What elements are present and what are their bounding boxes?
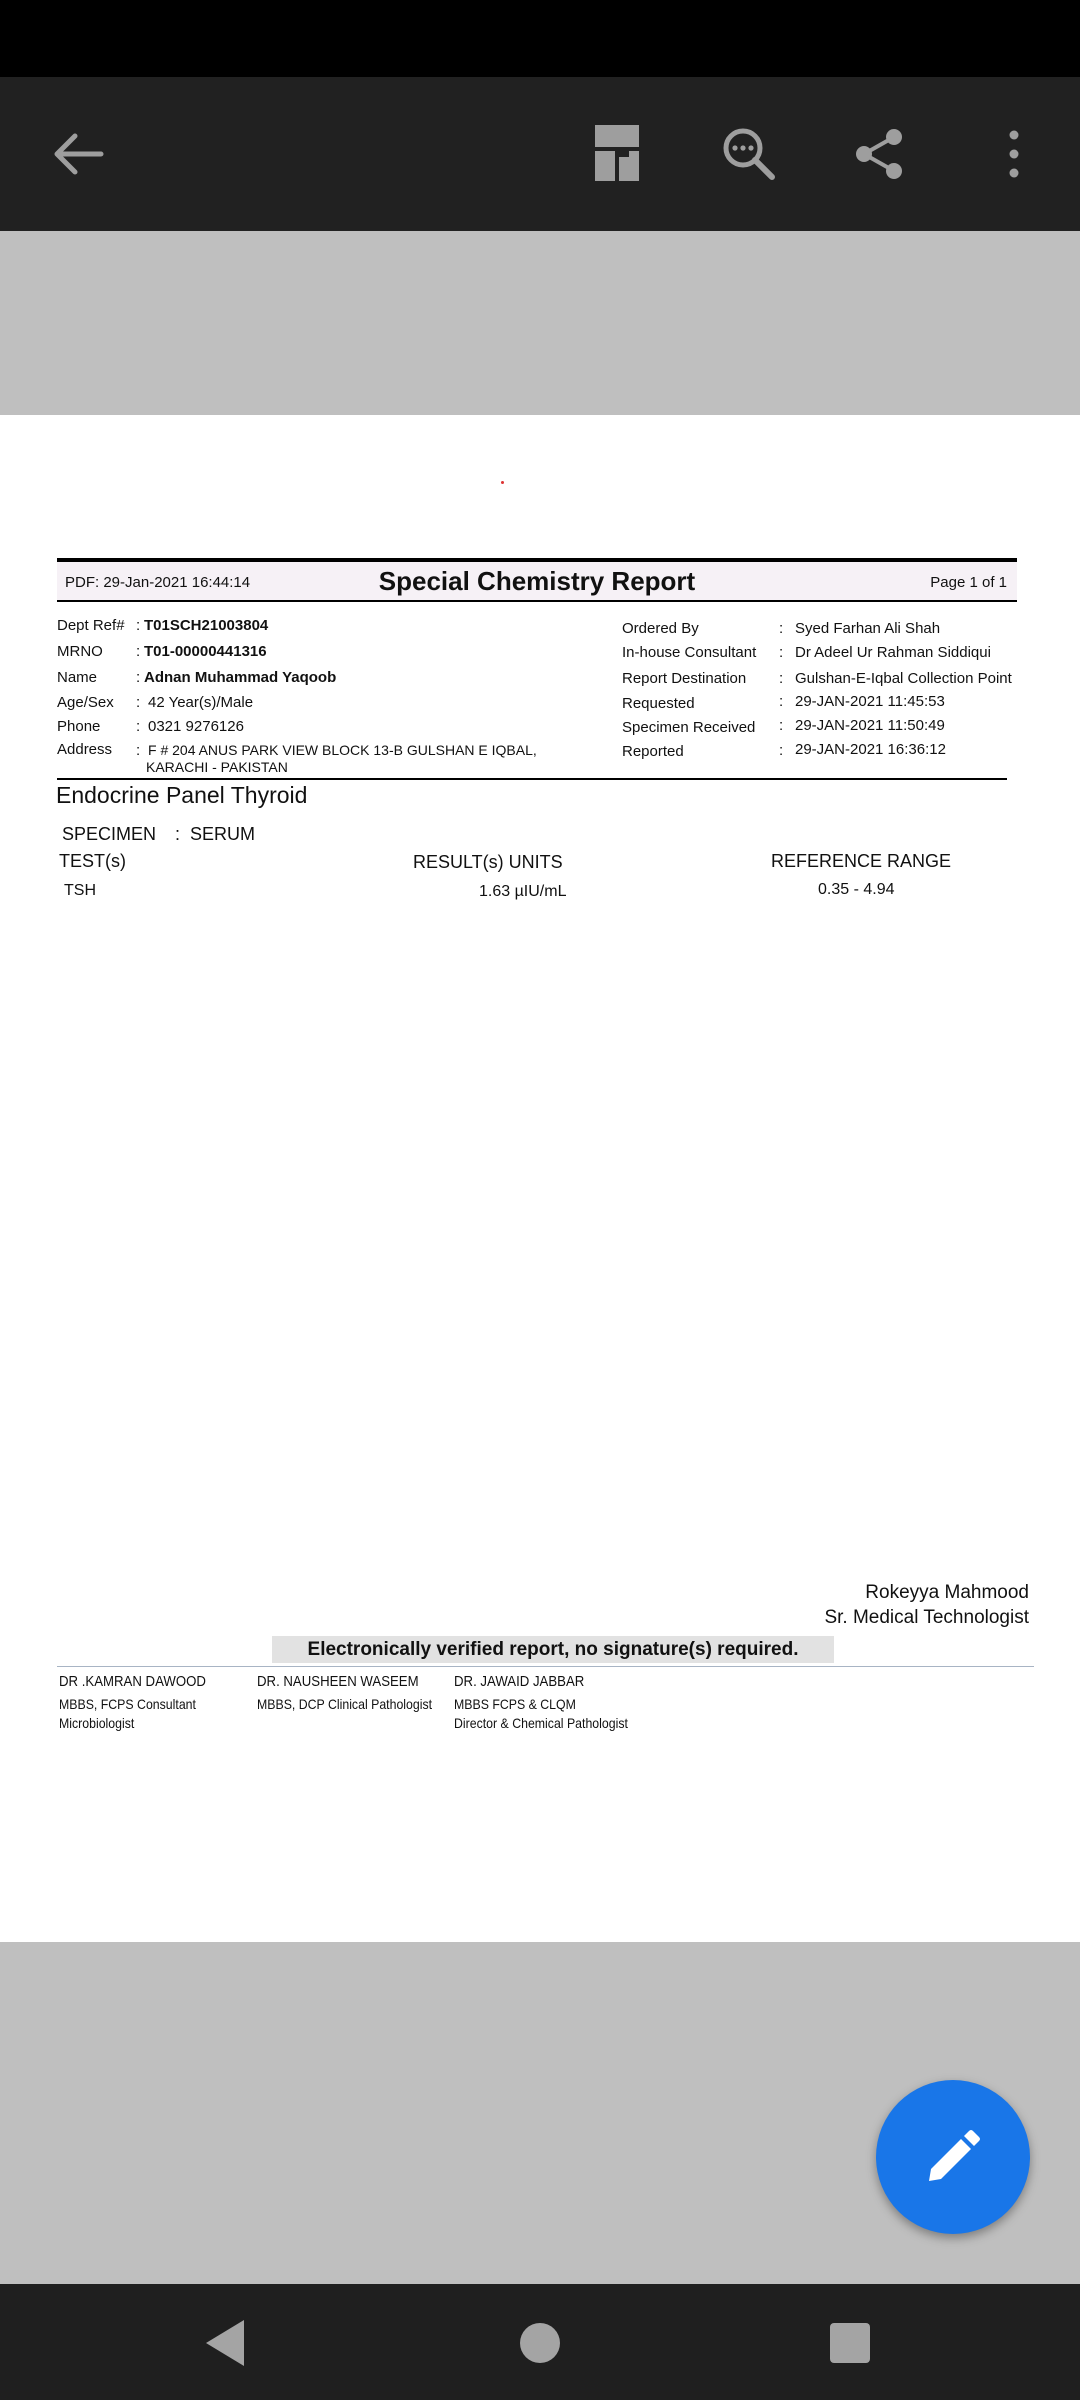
phone-label: Phone [57,718,101,735]
colon: : [779,644,784,661]
pdf-date: PDF: 29-Jan-2021 16:44:14 [65,574,251,591]
ordered-by-value: Syed Farhan Ali Shah [795,620,941,637]
doctor-name: DR. NAUSHEEN WASEEM [257,1673,419,1690]
back-button[interactable] [30,107,124,201]
panel-title: Endocrine Panel Thyroid [56,782,308,808]
more-options-button[interactable] [967,107,1061,201]
age-sex-label: Age/Sex [57,694,114,711]
result-value: 1.63 µIU/mL [479,883,567,900]
mrno-label: MRNO [57,643,103,660]
edit-fab-button[interactable] [876,2080,1030,2234]
doctor-role: Director & Chemical Pathologist [454,1715,628,1731]
doctor-role: Microbiologist [59,1715,135,1731]
footer-divider [57,1666,1034,1667]
nav-back-icon [202,2318,248,2368]
nav-home-button[interactable] [505,2308,575,2378]
colon: : [136,718,141,735]
specimen-label: SPECIMEN [62,824,157,844]
nav-recents-icon [829,2322,871,2364]
verified-note: Electronically verified report, no signature(s) required. [272,1636,834,1663]
phone-value: 0321 9276126 [148,718,244,735]
specimen-value: SERUM [190,824,256,844]
colon: : [136,694,141,711]
colon: : [779,742,784,759]
top-toolbar [0,77,1080,231]
doctor-qualification: MBBS, DCP Clinical Pathologist [257,1696,433,1712]
doctor-name: DR .KAMRAN DAWOOD [59,1673,206,1690]
consultant-label: In-house Consultant [622,644,757,661]
pdf-page [0,415,1080,1942]
page-layout-button[interactable] [571,107,665,201]
page-layout-icon [595,125,641,183]
age-sex-value: 42 Year(s)/Male [148,694,254,711]
colon: : [175,824,181,844]
signatory-title: Sr. Medical Technologist [824,1607,1029,1628]
doctor-2 [257,1672,432,1714]
address-label: Address [57,741,113,758]
consultant-value: Dr Adeel Ur Rahman Siddiqui [795,644,991,661]
reported-value: 29-JAN-2021 16:36:12 [795,741,946,758]
page-info: Page 1 of 1 [930,574,1007,591]
signatory-name: Rokeyya Mahmood [865,1582,1029,1603]
colon: : [136,617,141,634]
system-navigation-bar [0,2284,1080,2400]
mrno-value: T01-00000441316 [144,643,267,660]
reported-label: Reported [622,743,684,760]
dept-ref-value: T01SCH21003804 [144,617,269,634]
report-destination-label: Report Destination [622,670,747,687]
colon: : [779,670,784,687]
specimen-received-label: Specimen Received [622,719,756,736]
colon: : [136,669,141,686]
requested-label: Requested [622,695,695,712]
red-dot-mark [501,481,504,484]
search-icon [721,126,777,182]
ordered-by-label: Ordered By [622,620,699,637]
colon: : [136,643,141,660]
arrow-left-icon [49,132,105,176]
search-button[interactable] [702,107,796,201]
address-value: F # 204 ANUS PARK VIEW BLOCK 13-B GULSHAN E IQBAL, [148,742,537,758]
colon: : [779,717,784,734]
nav-home-icon [519,2322,561,2364]
name-label: Name [57,669,98,686]
column-header-reference: REFERENCE RANGE [771,851,952,871]
nav-recents-button[interactable] [815,2308,885,2378]
column-header-result: RESULT(s) UNITS [413,852,563,872]
colon: : [779,620,784,637]
doctor-1 [59,1672,206,1733]
status-bar [0,0,1080,77]
doctor-3 [454,1672,628,1733]
share-button[interactable] [832,107,926,201]
more-vert-icon [1007,129,1021,179]
report-destination-value: Gulshan-E-Iqbal Collection Point [795,670,1012,687]
doctor-qualification: MBBS FCPS & CLQM [454,1696,576,1712]
specimen-received-value: 29-JAN-2021 11:50:49 [795,717,945,734]
doctor-name: DR. JAWAID JABBAR [454,1673,585,1690]
report-header [57,558,1017,602]
result-reference-range: 0.35 - 4.94 [818,881,895,898]
result-test-name: TSH [64,882,96,899]
share-icon [852,127,906,181]
nav-back-button[interactable] [190,2308,260,2378]
report-title: Special Chemistry Report [378,566,696,596]
column-header-test: TEST(s) [59,851,126,871]
name-value: Adnan Muhammad Yaqoob [144,669,337,686]
doctor-qualification: MBBS, FCPS Consultant [59,1696,196,1712]
colon: : [779,693,784,710]
divider [57,778,1007,780]
dept-ref-label: Dept Ref# [57,617,125,634]
address-value-line2: KARACHI - PAKISTAN [146,759,288,775]
colon: : [136,742,141,759]
requested-value: 29-JAN-2021 11:45:53 [795,693,945,710]
edit-pencil-icon [923,2127,983,2187]
